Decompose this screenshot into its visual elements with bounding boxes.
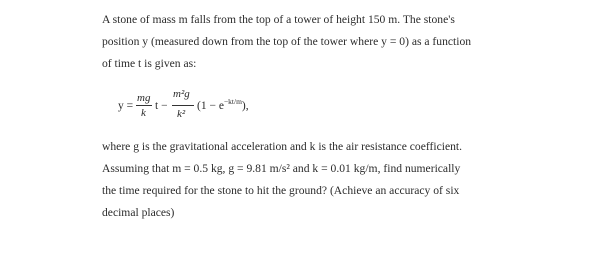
problem-line: Assuming that m = 0.5 kg, g = 9.81 m/s² and k = 0.01 kg/m, find numerically [102, 162, 461, 175]
fraction-2-bar [172, 105, 194, 106]
fraction-2-denominator: k² [177, 108, 186, 120]
equation-paren-close: ), [241, 100, 249, 112]
problem-line: the time required for the stone to hit the ground? (Achieve an accuracy of six [102, 184, 460, 197]
problem-line: decimal places) [102, 206, 175, 219]
fraction-1-denominator: k [141, 107, 146, 119]
problem-paragraph-1 [102, 9, 602, 75]
problem-line: position y (measured down from the top of the tower where y = 0) as a function [102, 35, 472, 48]
problem-paragraph-2 [102, 136, 602, 224]
fraction-1-bar [136, 105, 152, 106]
equation-exponent: −kt/m [223, 97, 242, 106]
equation-exp-term [197, 99, 249, 114]
fraction-2-numerator: m²g [173, 88, 190, 100]
equation-lhs: y = [118, 100, 134, 112]
problem-line: of time t is given as: [102, 57, 197, 70]
problem-line: A stone of mass m falls from the top of a tower of height 150 m. The stone's [102, 13, 455, 26]
equation-paren-open: (1 − e [197, 100, 224, 112]
equation-t-term: t − [155, 100, 168, 112]
fraction-1-numerator: mg [137, 92, 151, 104]
problem-line: where g is the gravitational acceleration and k is the air resistance coefficient. [102, 140, 463, 153]
